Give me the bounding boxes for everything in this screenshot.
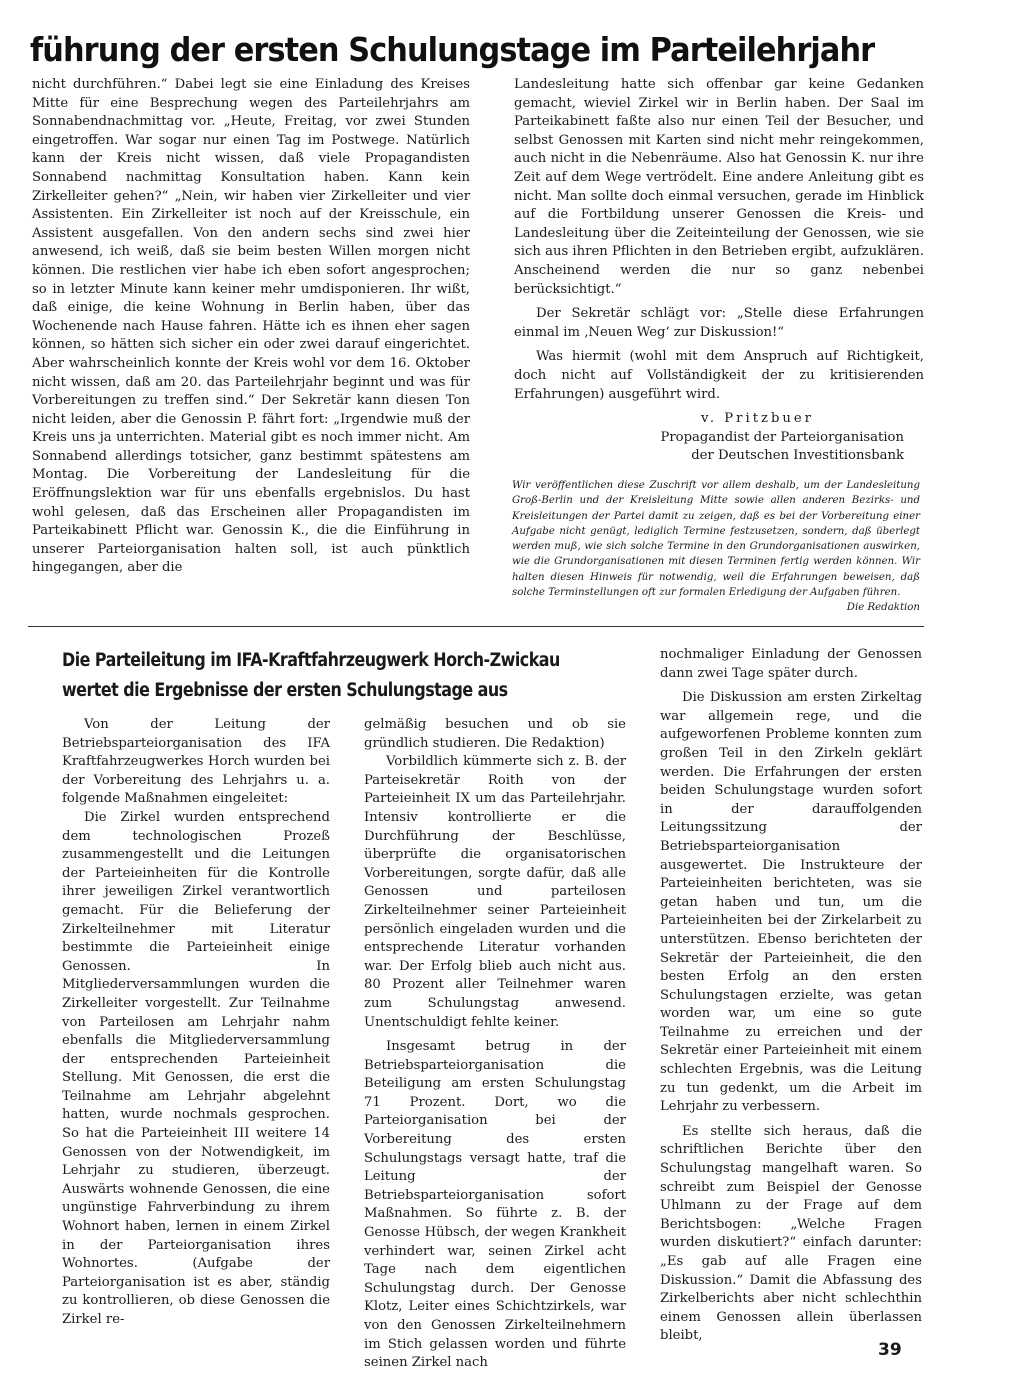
paragraph: nochmaliger Einladung der Genossen dann zwei Tage später durch. xyxy=(660,647,922,681)
article-column-3 xyxy=(660,646,922,1346)
editorial-note xyxy=(512,478,920,616)
paragraph: Von der Leitung der Betriebsparteiorganisation des IFA Kraftfahrzeugwerkes Horch wurden bei der Vorbereitung des Lehrjahrs u. a. folgende Maßnahmen eingeleitet: xyxy=(62,717,330,807)
paragraph: Die Zirkel wurden entsprechend dem technologischen Prozeß zusammengestellt und die Leitungen der Parteieinheiten für die Kontrolle ihrer jeweiligen Zirkel verantwortlich gemacht. Für die Belieferung der Zirkelteilnehmer mit Literatur bestimmte die Parteieinheit einige Genossen. In Mitgliederversammlungen wurden die Zirkelleiter vorgestellt. Zur Teilnahme von Parteilosen am Lehrjahr nahm ebenfalls die Mitgliederversammlung der entsprechenden Parteieinheit Stellung. Mit Genossen, die erst die Teilnahme am Lehrjahr abgelehnt hatten, wurde nochmals gesprochen. So hat die Parteieinheit III weitere 14 Genossen von der Notwendigkeit, im Lehrjahr zu studieren, überzeugt. Auswärts wohnende Genossen, die eine ungünstige Fahrverbindung zu ihrem Wohnort haben, lernen in einem Zirkel in der Parteiorganisation ihres Wohnortes. (Aufgabe der Parteiorganisation ist es aber, ständig zu kontrollieren, ob diese Genossen die Zirkel re- xyxy=(62,809,330,1327)
paragraph: Der Sekretär schlägt vor: „Stelle diese Erfahrungen einmal im ‚Neuen Weg‘ zur Diskussion!“ xyxy=(514,306,924,340)
page-number: 39 xyxy=(878,1340,902,1360)
editorial-signature: Die Redaktion xyxy=(846,602,920,614)
editorial-note-text: Wir veröffentlichen diese Zuschrift vor allem deshalb, um der Landesleitung Groß-Berlin und der Kreisleitung Mitte sowie allen anderen Bezirks- und Kreisleitungen der Partei damit zu zeigen, daß es bei der Vorbereitung einer Aufgabe nicht genügt, lediglich Termine festzusetzen, sondern, daß überlegt werden muß, wie sich solche Termine in den Grundorganisationen auswirken, wie die Grundorganisationen mit diesen Terminen fertig werden können. Wir halten diesen Hinweis für notwendig, weil die Erfahrungen beweisen, daß solche Terminstellungen oft zur formalen Erledigung der Aufgaben führen. xyxy=(512,480,920,599)
paragraph: Landesleitung hatte sich offenbar gar keine Gedanken gemacht, wieviel Zirkel wir in Berlin haben. Der Saal im Parteikabinett faßte also nur einen Teil der Besucher, und selbst Genossen mit Karten sind nicht mehr reingekommen, auch nicht in die Nebenräume. Also hat Genossin K. nur ihre Zeit auf dem Wege vertrödelt. Eine andere Anleitung gibt es nicht. Man sollte doch einmal versuchen, gerade im Hinblick auf die Fortbildung unserer Genossen die Kreis- und Landesleitung über die Zeiteinteilung der Genossen, wie sie sich aus ihren Pflichten in den Betrieben ergibt, aufzuklären. Anscheinend werden die nur so ganz nebenbei berücksichtigt.“ xyxy=(514,77,924,297)
author-signature: v. Pritzbuer xyxy=(701,411,814,427)
paragraph: nicht durchführen.“ Dabei legt sie eine Einladung des Kreises Mitte für eine Besprechung wegen des Parteilehrjahrs am Sonnabendnachmittag vor. „Heute, Freitag, vor zwei Stunden eingetroffen. War sogar nur einen Tag im Postwege. Natürlich kann der Kreis nicht wissen, daß viele Propagandisten Sonnabend nachmittag Konsultation haben. Kann kein Zirkelleiter gehen?“ „Nein, wir haben vier Zirkelleiter und vier Assistenten. Ein Zirkelleiter ist noch auf der Kreisschule, ein Assistent ausgefallen. Von den andern sechs sind zwei hier anwesend, ich weiß, daß sie beim besten Willen morgen nicht können. Die restlichen vier habe ich eben sofort angesprochen; so in letzter Minute kann keiner mehr umdisponieren. Ihr wißt, daß einige, die keine Wohnung in Berlin haben, über das Wochenende nach Hause fahren. Hätte ich es ihnen eher sagen können, so hätten sich sicher ein oder zwei darauf eingerichtet. Aber wahrscheinlich konnte der Kreis wohl vor dem 16. Oktober nicht wissen, daß am 20. das Parteilehrjahr beginnt und was für Vorbereitungen zu treffen sind.“ Der Sekretär kann diesen Ton nicht leiden, aber die Genossin P. fährt fort: „Irgendwie muß der Kreis uns ja unterrichten. Material gibt es noch immer nicht. Am Sonnabend allerdings totsicher, ganz bestimmt spätestens am Montag. Die Vorbereitung der Landesleitung für die Eröffnungslektion war für uns ebenfalls ergebnislos. Du hast wohl gelesen, daß das Erscheinen aller Propagandisten im Parteikabinett Pflicht war. Genossin K., die die Einführung in unserer Parteiorganisation halten soll, ist auch pünktlich hingegangen, aber die xyxy=(32,77,470,576)
paragraph: Es stellte sich heraus, daß die schriftlichen Berichte über den Schulungstag mangelhaft waren. So schreibt zum Beispiel der Genosse Uhlmann zu der Frage auf dem Berichtsbogen: „Welche Fragen wurden diskutiert?“ einfach darunter: „Es gab auf alle Fragen eine Diskussion.“ Damit die Abfassung des Zirkelberichts aber nicht schlechthin einem Genossen allein überlassen bleibt, xyxy=(660,1123,922,1344)
article-column-2 xyxy=(364,716,626,1373)
article-headline xyxy=(62,646,595,706)
paragraph: Was hiermit (wohl mit dem Anspruch auf Richtigkeit, doch nicht auf Vollständigkeit der zu kritisierenden Erfahrungen) ausgeführt wird. xyxy=(514,349,924,402)
section-divider xyxy=(28,626,924,627)
top-article-right-column xyxy=(514,76,924,466)
article-headline-line: wertet die Ergebnisse der ersten Schulungstage aus xyxy=(62,680,508,701)
top-article-left-column xyxy=(32,76,470,578)
paragraph: Vorbildlich kümmerte sich z. B. der Parteisekretär Roith von der Parteieinheit IX um das Parteilehrjahr. Intensiv kontrollierte er die Durchführung der Beschlüsse, überprüfte die organisatorischen Vorbereitungen, sorgte dafür, daß alle Genossen und parteilosen Zirkelteilnehmer seiner Parteieinheit persönlich eingeladen wurden und die entsprechende Literatur vorhanden war. Der Erfolg blieb auch nicht aus. 80 Prozent aller Teilnehmer waren zum Schulungstag anwesend. Unentschuldigt fehlte keiner. xyxy=(364,754,626,1030)
article-column-1 xyxy=(62,716,330,1330)
article-headline-line: Die Parteileitung im IFA-Kraftfahrzeugwerk Horch-Zwickau xyxy=(62,650,560,671)
author-affiliation-line: Propagandist der Parteiorganisation xyxy=(660,429,904,445)
paragraph: Die Diskussion am ersten Zirkeltag war allgemein rege, und die aufgeworfenen Probleme konnten zum großen Teil in den Zirkeln geklärt werden. Die Erfahrungen der ersten beiden Schulungstage wurden sofort in der darauffolgenden Leitungssitzung der Betriebsparteiorganisation ausgewertet. Die Instrukteure der Parteieinheiten berichteten, was sie getan haben und tun, um die Parteieinheiten bei der Zirkelarbeit zu unterstützen. Ebenso berichteten der Sekretär der Parteieinheit, die den besten Erfolg an den ersten Schulungstagen erzielte, was getan worden war, um eine so gute Teilnahme zu erreichen und der Sekretär einer Parteieinheit mit einem schlechten Ergebnis, was die Leitung zu tun gedenkt, um die Arbeit im Lehrjahr zu verbessern. xyxy=(660,690,922,1115)
author-affiliation-line: der Deutschen Investitionsbank xyxy=(691,448,904,464)
paragraph: gelmäßig besuchen und ob sie gründlich studieren. Die Redaktion) xyxy=(364,717,626,751)
paragraph: Insgesamt betrug in der Betriebsparteiorganisation die Beteiligung am ersten Schulungstag 71 Prozent. Dort, wo die Parteiorganisation bei der Vorbereitung des ersten Schulungstags versagt hatte, traf die Leitung der Betriebsparteiorganisation sofort Maßnahmen. So führte z. B. der Genosse Hübsch, der wegen Krankheit verhindert war, seinen Zirkel acht Tage nach dem eigentlichen Schulungstag durch. Der Genosse Klotz, Leiter eines Schichtzirkels, war von den Genossen Zirkelteilnehmern im Stich gelassen worden und führte seinen Zirkel nach xyxy=(364,1039,626,1371)
page-headline: führung der ersten Schulungstage im Parteilehrjahr xyxy=(30,30,875,69)
